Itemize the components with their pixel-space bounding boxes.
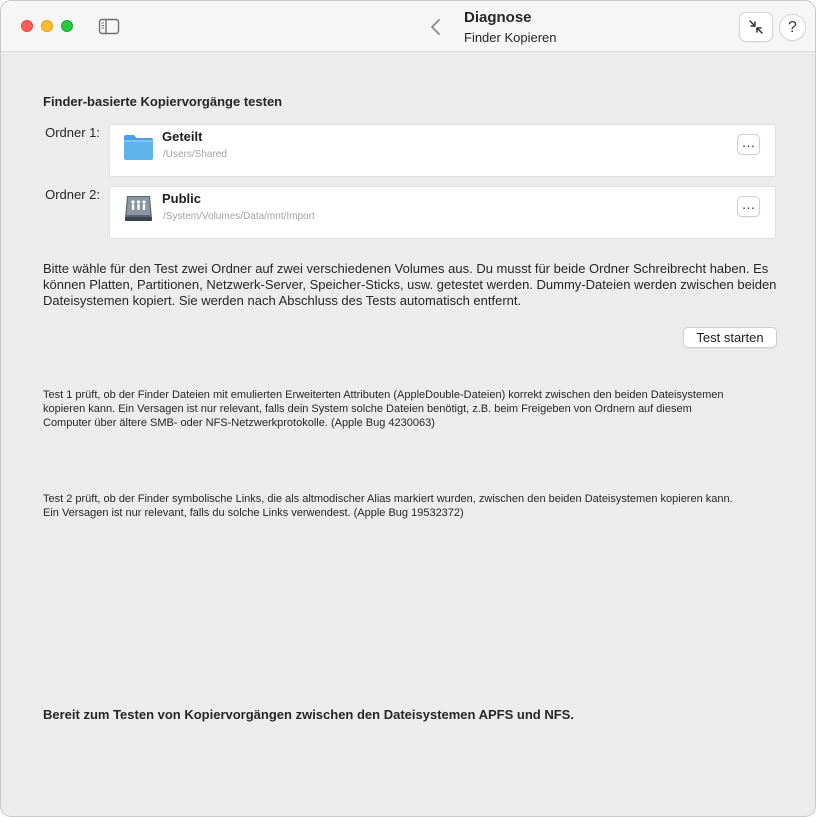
sidebar-icon — [98, 18, 120, 35]
minimize-window-button[interactable] — [41, 20, 53, 32]
window-subtitle: Finder Kopieren — [464, 30, 557, 45]
folder-1-row[interactable] — [109, 124, 776, 177]
folder-2-more-button[interactable]: … — [737, 196, 760, 217]
folder-1-name: Geteilt — [162, 129, 203, 144]
test-2-info: Test 2 prüft, ob der Finder symbolische Links, die als altmodischer Alias markiert wurden, zwischen den beiden Dateisystemen kopieren kann. Ein Versagen ist nur relevant, falls du solche Links verwendest. (Apple Bug 19532372) — [43, 493, 733, 519]
help-button[interactable]: ? — [779, 14, 806, 41]
folder-2-path: /System/Volumes/Data/mnt/Import — [163, 211, 315, 222]
folder-2-label: Ordner 2: — [45, 187, 100, 202]
network-volume-icon — [123, 193, 154, 223]
status-text: Bereit zum Testen von Kopiervorgängen zwischen den Dateisystemen APFS und NFS. — [43, 707, 574, 722]
folder-2-name: Public — [162, 191, 202, 206]
titlebar — [1, 1, 815, 52]
folder-1-more-button[interactable]: … — [737, 134, 760, 155]
sidebar-toggle-button[interactable] — [98, 18, 120, 35]
chevron-left-icon — [426, 16, 446, 38]
close-window-button[interactable] — [21, 20, 33, 32]
folder-1-path: /Users/Shared — [163, 149, 227, 160]
folder-2-row[interactable] — [109, 186, 776, 239]
main-content — [1, 53, 815, 817]
start-test-button[interactable]: Test starten — [683, 327, 777, 348]
description-text: Bitte wähle für den Test zwei Ordner auf zwei verschiedenen Volumes aus. Du musst für beide Ordner Schreibrecht haben. Es können Platten, Partitionen, Netzwerk-Server, Speicher-Sticks, usw. getestet werden. Dummy-Dateien werden zwischen beiden Dateisystemen kopiert. Sie werden nach Abschluss des Tests automatisch entfernt. — [43, 261, 777, 308]
window-title: Diagnose — [464, 9, 532, 26]
arrows-in-icon — [747, 18, 765, 36]
test-1-info: Test 1 prüft, ob der Finder Dateien mit emulierten Erweiterten Attributen (AppleDouble-Dateien) korrekt zwischen den beiden Dateisystemen kopieren kann. Ein Versagen ist nur relevant, falls dein System solche Dateien benötigt, z.B. beim Freigeben von Ordnern auf diesem Computer über ältere SMB- oder NFS-Netzwerkprotokolle. (Apple Bug 4230063) — [43, 389, 724, 429]
folder-icon — [123, 131, 154, 161]
title-block — [464, 9, 557, 46]
back-button[interactable] — [426, 16, 446, 38]
folder-1-label: Ordner 1: — [45, 125, 100, 140]
collapse-button[interactable] — [739, 12, 773, 42]
zoom-window-button[interactable] — [61, 20, 73, 32]
section-title: Finder-basierte Kopiervorgänge testen — [43, 94, 283, 109]
